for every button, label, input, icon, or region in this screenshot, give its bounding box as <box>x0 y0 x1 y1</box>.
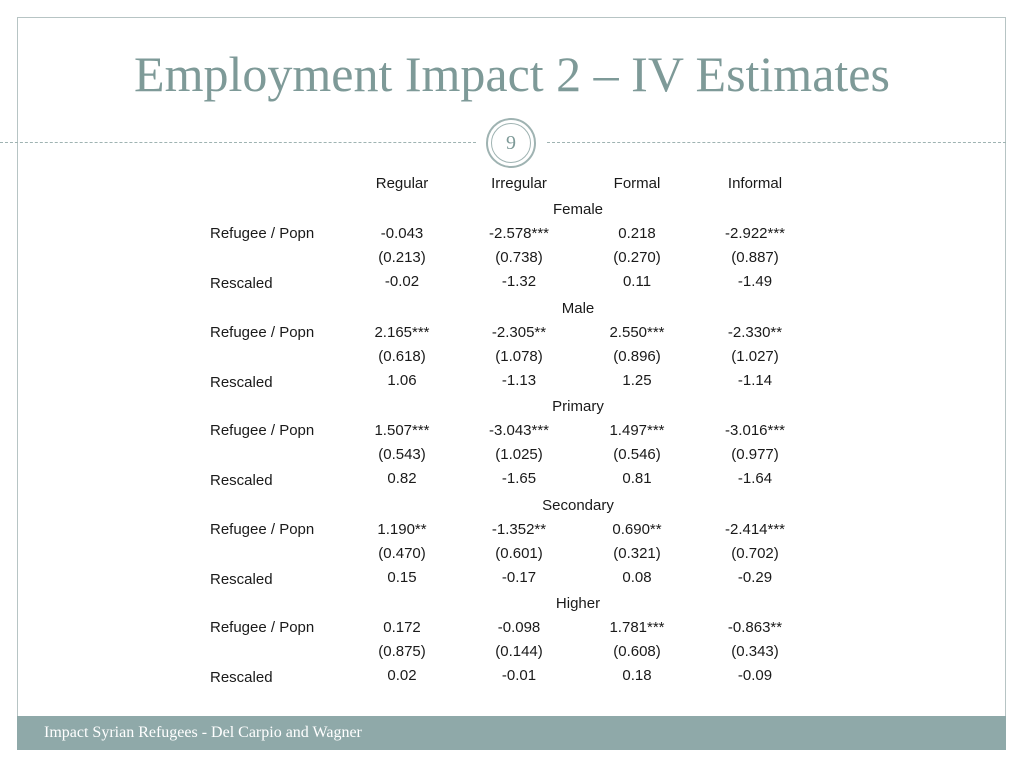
group-heading: Female <box>552 201 604 218</box>
coefficient-cell: 0.172 <box>383 619 421 636</box>
rescaled-cell: 0.08 <box>622 569 652 586</box>
standard-error-cell: (0.144) <box>495 643 543 660</box>
standard-error-cell: (0.608) <box>613 643 661 660</box>
standard-error-cell: (1.078) <box>495 348 543 365</box>
column-header-informal: Informal <box>727 175 783 192</box>
footer-bar <box>17 716 1006 750</box>
rescaled-cell: -0.17 <box>501 569 537 586</box>
coefficient-cell: 1.190** <box>377 521 427 538</box>
rescaled-cell: 0.15 <box>387 569 417 586</box>
coefficient-cell: 1.507*** <box>374 422 430 439</box>
rescaled-cell: -0.01 <box>501 667 537 684</box>
group-heading: Male <box>561 300 595 317</box>
title-divider-left <box>0 142 476 143</box>
coefficient-cell: 0.690** <box>612 521 662 538</box>
coefficient-cell: 2.550*** <box>609 324 665 341</box>
coefficient-cell: -2.330** <box>727 324 783 341</box>
rescaled-cell: -1.32 <box>501 273 537 290</box>
rescaled-cell: 0.18 <box>622 667 652 684</box>
row-label-rescaled: Rescaled <box>210 275 273 292</box>
coefficient-cell: 1.781*** <box>609 619 665 636</box>
row-label-rescaled: Rescaled <box>210 472 273 489</box>
row-label-coefficient: Refugee / Popn <box>210 619 315 636</box>
standard-error-cell: (0.543) <box>378 446 426 463</box>
standard-error-cell: (0.270) <box>613 249 661 266</box>
slide-title: Employment Impact 2 – IV Estimates <box>134 46 890 102</box>
coefficient-cell: -0.863** <box>727 619 783 636</box>
standard-error-cell: (0.977) <box>731 446 779 463</box>
row-label-rescaled: Rescaled <box>210 571 273 588</box>
standard-error-cell: (0.321) <box>613 545 661 562</box>
row-label-coefficient: Refugee / Popn <box>210 521 315 538</box>
coefficient-cell: -0.098 <box>497 619 541 636</box>
rescaled-cell: -0.09 <box>737 667 773 684</box>
rescaled-cell: -1.65 <box>501 470 537 487</box>
rescaled-cell: -1.14 <box>737 372 773 389</box>
column-header-irregular: Irregular <box>491 175 547 192</box>
coefficient-cell: -3.043*** <box>488 422 550 439</box>
standard-error-cell: (0.601) <box>495 545 543 562</box>
rescaled-cell: -1.49 <box>737 273 773 290</box>
row-label-rescaled: Rescaled <box>210 374 273 391</box>
row-label-coefficient: Refugee / Popn <box>210 225 315 242</box>
rescaled-cell: 1.06 <box>387 372 417 389</box>
standard-error-cell: (1.027) <box>731 348 779 365</box>
coefficient-cell: -3.016*** <box>724 422 786 439</box>
rescaled-cell: -1.13 <box>501 372 537 389</box>
standard-error-cell: (0.213) <box>378 249 426 266</box>
rescaled-cell: 0.82 <box>387 470 417 487</box>
page-number: 9 <box>491 123 531 163</box>
page-number-badge <box>486 118 536 168</box>
group-heading: Primary <box>552 398 604 415</box>
coefficient-cell: -2.414*** <box>724 521 786 538</box>
row-label-coefficient: Refugee / Popn <box>210 324 315 341</box>
column-header-formal: Formal <box>613 175 661 192</box>
standard-error-cell: (0.738) <box>495 249 543 266</box>
rescaled-cell: 1.25 <box>622 372 652 389</box>
rescaled-cell: 0.02 <box>387 667 417 684</box>
coefficient-cell: -2.578*** <box>488 225 550 242</box>
standard-error-cell: (0.470) <box>378 545 426 562</box>
coefficient-cell: 2.165*** <box>374 324 430 341</box>
rescaled-cell: 0.11 <box>622 273 652 290</box>
rescaled-cell: -1.64 <box>737 470 773 487</box>
standard-error-cell: (0.702) <box>731 545 779 562</box>
column-header-regular: Regular <box>375 175 429 192</box>
coefficient-cell: 0.218 <box>618 225 656 242</box>
title-divider-right <box>547 142 1006 143</box>
rescaled-cell: 0.81 <box>622 470 652 487</box>
coefficient-cell: -0.043 <box>380 225 424 242</box>
coefficient-cell: -2.305** <box>491 324 547 341</box>
row-label-rescaled: Rescaled <box>210 669 273 686</box>
row-label-coefficient: Refugee / Popn <box>210 422 315 439</box>
standard-error-cell: (1.025) <box>495 446 543 463</box>
standard-error-cell: (0.343) <box>731 643 779 660</box>
standard-error-cell: (0.875) <box>378 643 426 660</box>
rescaled-cell: -0.29 <box>737 569 773 586</box>
rescaled-cell: -0.02 <box>384 273 420 290</box>
coefficient-cell: 1.497*** <box>609 422 665 439</box>
group-heading: Secondary <box>542 497 614 514</box>
footer-text: Impact Syrian Refugees - Del Carpio and Wagner <box>44 724 362 741</box>
standard-error-cell: (0.618) <box>378 348 426 365</box>
coefficient-cell: -1.352** <box>491 521 547 538</box>
standard-error-cell: (0.546) <box>613 446 661 463</box>
standard-error-cell: (0.896) <box>613 348 661 365</box>
group-heading: Higher <box>555 595 601 612</box>
standard-error-cell: (0.887) <box>731 249 779 266</box>
coefficient-cell: -2.922*** <box>724 225 786 242</box>
